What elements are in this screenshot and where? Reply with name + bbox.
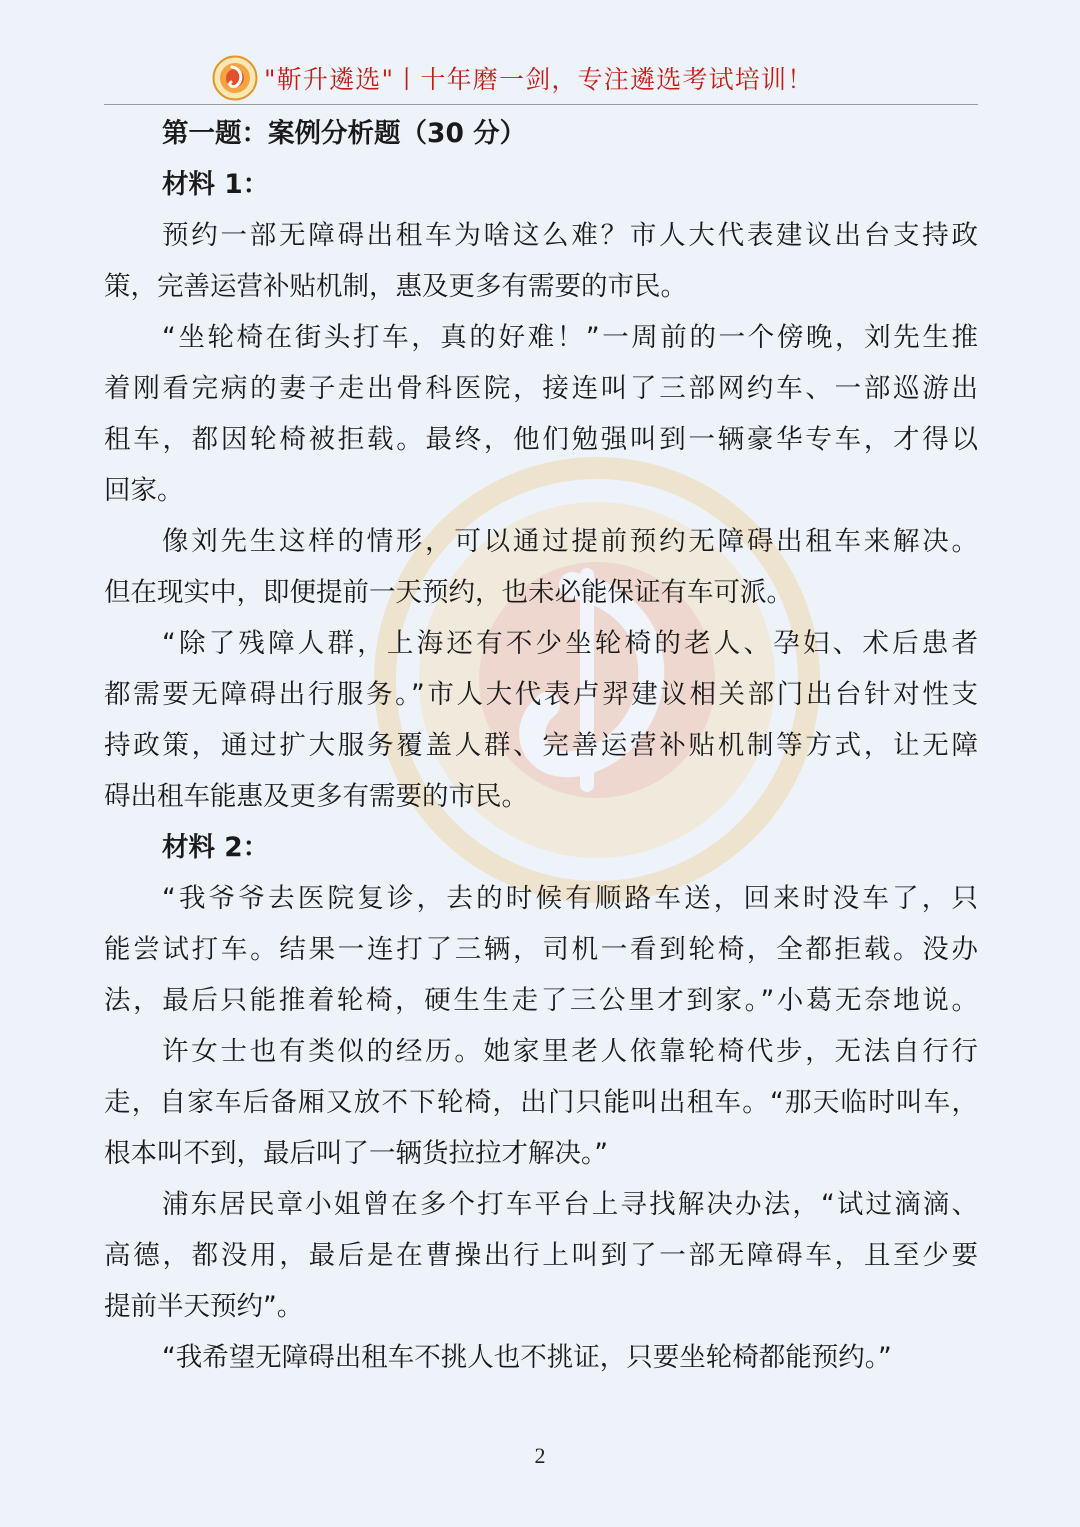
text-line: 租车，都因轮椅被拒载。最终，他们勉强叫到一辆豪华专车，才得以	[104, 424, 978, 455]
text-line: 走，自家车后备厢又放不下轮椅，出门只能叫出租车。“那天临时叫车，	[104, 1087, 978, 1118]
text-line: “除了残障人群，上海还有不少坐轮椅的老人、孕妇、术后患者	[162, 628, 978, 659]
text-line: “我爷爷去医院复诊，去的时候有顺路车送，回来时没车了，只	[162, 883, 978, 914]
text-line: 许女士也有类似的经历。她家里老人依靠轮椅代步，无法自行行	[162, 1036, 978, 1067]
text-line: 但在现实中，即便提前一天预约，也未必能保证有车可派。	[104, 577, 793, 608]
text-line: 持政策，通过扩大服务覆盖人群、完善运营补贴机制等方式，让无障	[104, 730, 978, 761]
text-line: 策，完善运营补贴机制，惠及更多有需要的市民。	[104, 271, 687, 302]
text-line: 根本叫不到，最后叫了一辆货拉拉才解决。”	[104, 1138, 608, 1169]
text-line: 像刘先生这样的情形，可以通过提前预约无障碍出租车来解决。	[162, 526, 978, 557]
text-line: 回家。	[104, 475, 184, 506]
question-title: 第一题：案例分析题（30 分）	[162, 118, 527, 149]
text-line: 提前半天预约”。	[104, 1291, 304, 1322]
material-heading: 材料 2：	[162, 832, 270, 863]
page-header	[104, 52, 978, 105]
text-line: 高德，都没用，最后是在曹操出行上叫到了一部无障碍车，且至少要	[104, 1240, 978, 1271]
text-line: “我希望无障碍出租车不挑人也不挑证，只要坐轮椅都能预约。”	[162, 1342, 892, 1373]
text-line: “坐轮椅在街头打车，真的好难！”一周前的一个傍晚，刘先生推	[162, 322, 978, 353]
text-line: 法，最后只能推着轮椅，硬生生走了三公里才到家。”小葛无奈地说。	[104, 985, 978, 1016]
document-body	[104, 108, 978, 1383]
material-heading: 材料 1：	[162, 169, 270, 200]
brand-logo-icon	[212, 55, 258, 101]
text-line: 着刚看完病的妻子走出骨科医院，接连叫了三部网约车、一部巡游出	[104, 373, 978, 404]
page-number: 2	[534, 1443, 546, 1468]
text-line: 都需要无障碍出行服务。”市人大代表卢羿建议相关部门出台针对性支	[104, 679, 978, 710]
text-line: 碍出租车能惠及更多有需要的市民。	[104, 781, 528, 812]
text-line: 能尝试打车。结果一连打了三辆，司机一看到轮椅，全都拒载。没办	[104, 934, 978, 965]
text-line: 预约一部无障碍出租车为啥这么难？市人大代表建议出台支持政	[162, 220, 978, 251]
header-slogan: "靳升遴选"丨十年磨一剑，专注遴选考试培训！	[264, 65, 814, 94]
text-line: 浦东居民章小姐曾在多个打车平台上寻找解决办法，“试过滴滴、	[162, 1189, 978, 1220]
